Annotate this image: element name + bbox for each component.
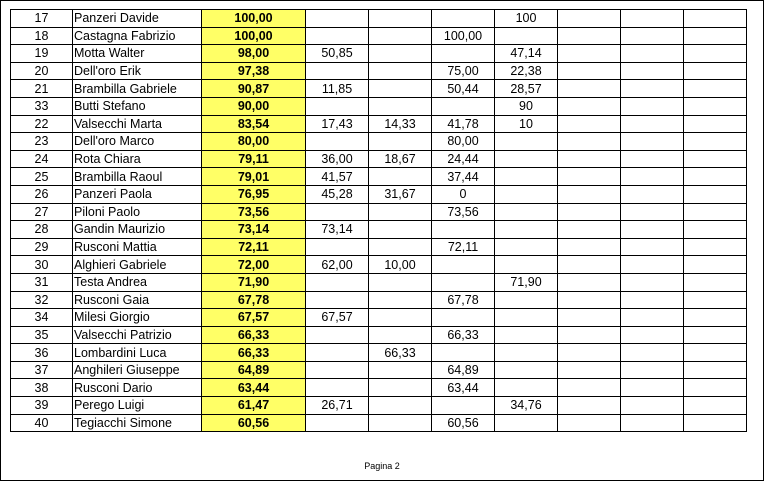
- score-cell-6: [621, 203, 684, 221]
- score-cell-4: 22,38: [495, 62, 558, 80]
- score-cell-1: 36,00: [306, 150, 369, 168]
- total-score-cell: 98,00: [202, 45, 306, 63]
- score-cell-2: [369, 291, 432, 309]
- score-cell-2: [369, 10, 432, 28]
- score-cell-1: [306, 361, 369, 379]
- athlete-name-cell: Dell'oro Erik: [73, 62, 202, 80]
- score-cell-3: 100,00: [432, 27, 495, 45]
- score-cell-1: [306, 62, 369, 80]
- score-cell-1: 73,14: [306, 221, 369, 239]
- score-cell-2: [369, 238, 432, 256]
- score-cell-1: 26,71: [306, 397, 369, 415]
- rank-cell: 18: [11, 27, 73, 45]
- rank-cell: 19: [11, 45, 73, 63]
- score-cell-2: 66,33: [369, 344, 432, 362]
- score-cell-1: [306, 414, 369, 432]
- table-row: [11, 361, 747, 379]
- table-row: [11, 10, 747, 28]
- score-cell-6: [621, 115, 684, 133]
- score-cell-7: [684, 291, 747, 309]
- rank-cell: 25: [11, 168, 73, 186]
- rank-cell: 34: [11, 309, 73, 327]
- rank-cell: 38: [11, 379, 73, 397]
- score-cell-5: [558, 379, 621, 397]
- score-cell-1: [306, 344, 369, 362]
- score-cell-4: [495, 133, 558, 151]
- score-cell-5: [558, 203, 621, 221]
- score-cell-6: [621, 10, 684, 28]
- score-cell-5: [558, 414, 621, 432]
- total-score-cell: 72,11: [202, 238, 306, 256]
- score-cell-4: [495, 185, 558, 203]
- table-row: [11, 221, 747, 239]
- rank-cell: 17: [11, 10, 73, 28]
- table-row: [11, 326, 747, 344]
- score-cell-7: [684, 45, 747, 63]
- results-table: [10, 9, 747, 432]
- score-cell-5: [558, 150, 621, 168]
- score-cell-4: [495, 150, 558, 168]
- score-cell-3: [432, 397, 495, 415]
- score-cell-6: [621, 168, 684, 186]
- athlete-name-cell: Rusconi Gaia: [73, 291, 202, 309]
- score-cell-5: [558, 238, 621, 256]
- score-cell-4: 28,57: [495, 80, 558, 98]
- score-cell-2: [369, 27, 432, 45]
- score-cell-3: [432, 256, 495, 274]
- score-cell-3: 60,56: [432, 414, 495, 432]
- score-cell-4: 100: [495, 10, 558, 28]
- score-cell-1: [306, 238, 369, 256]
- score-cell-3: [432, 221, 495, 239]
- total-score-cell: 72,00: [202, 256, 306, 274]
- score-cell-1: [306, 10, 369, 28]
- score-cell-6: [621, 361, 684, 379]
- score-cell-5: [558, 45, 621, 63]
- table-row: [11, 273, 747, 291]
- score-cell-3: 50,44: [432, 80, 495, 98]
- score-cell-6: [621, 238, 684, 256]
- table-row: [11, 80, 747, 98]
- score-cell-3: 66,33: [432, 326, 495, 344]
- score-cell-5: [558, 185, 621, 203]
- score-cell-6: [621, 414, 684, 432]
- score-cell-1: 67,57: [306, 309, 369, 327]
- score-cell-4: 71,90: [495, 273, 558, 291]
- score-cell-7: [684, 344, 747, 362]
- rank-cell: 21: [11, 80, 73, 98]
- athlete-name-cell: Alghieri Gabriele: [73, 256, 202, 274]
- score-cell-2: 18,67: [369, 150, 432, 168]
- score-cell-6: [621, 326, 684, 344]
- table-row: [11, 150, 747, 168]
- total-score-cell: 76,95: [202, 185, 306, 203]
- score-cell-1: [306, 203, 369, 221]
- score-cell-6: [621, 344, 684, 362]
- score-cell-1: 11,85: [306, 80, 369, 98]
- score-cell-6: [621, 256, 684, 274]
- score-cell-5: [558, 97, 621, 115]
- score-cell-2: [369, 133, 432, 151]
- total-score-cell: 100,00: [202, 27, 306, 45]
- score-cell-3: [432, 45, 495, 63]
- score-cell-4: [495, 344, 558, 362]
- score-cell-2: [369, 379, 432, 397]
- score-cell-4: [495, 256, 558, 274]
- score-cell-7: [684, 97, 747, 115]
- table-row: [11, 397, 747, 415]
- rank-cell: 27: [11, 203, 73, 221]
- score-cell-5: [558, 309, 621, 327]
- total-score-cell: 97,38: [202, 62, 306, 80]
- table-row: [11, 45, 747, 63]
- score-cell-4: [495, 361, 558, 379]
- athlete-name-cell: Lombardini Luca: [73, 344, 202, 362]
- score-cell-6: [621, 27, 684, 45]
- score-cell-2: [369, 221, 432, 239]
- score-cell-6: [621, 80, 684, 98]
- score-cell-2: [369, 168, 432, 186]
- score-cell-4: 90: [495, 97, 558, 115]
- athlete-name-cell: Dell'oro Marco: [73, 133, 202, 151]
- score-cell-1: 17,43: [306, 115, 369, 133]
- score-cell-6: [621, 273, 684, 291]
- score-cell-7: [684, 238, 747, 256]
- athlete-name-cell: Butti Stefano: [73, 97, 202, 115]
- athlete-name-cell: Brambilla Raoul: [73, 168, 202, 186]
- score-cell-6: [621, 185, 684, 203]
- score-cell-5: [558, 62, 621, 80]
- score-cell-5: [558, 221, 621, 239]
- score-cell-6: [621, 379, 684, 397]
- score-cell-2: [369, 97, 432, 115]
- score-cell-7: [684, 62, 747, 80]
- table-row: [11, 185, 747, 203]
- score-cell-2: 10,00: [369, 256, 432, 274]
- total-score-cell: 61,47: [202, 397, 306, 415]
- table-row: [11, 115, 747, 133]
- score-cell-7: [684, 273, 747, 291]
- total-score-cell: 80,00: [202, 133, 306, 151]
- score-cell-3: 37,44: [432, 168, 495, 186]
- rank-cell: 39: [11, 397, 73, 415]
- table-row: [11, 309, 747, 327]
- rank-cell: 24: [11, 150, 73, 168]
- score-cell-6: [621, 221, 684, 239]
- score-cell-4: 34,76: [495, 397, 558, 415]
- total-score-cell: 71,90: [202, 273, 306, 291]
- score-cell-7: [684, 203, 747, 221]
- score-cell-5: [558, 344, 621, 362]
- score-cell-3: 0: [432, 185, 495, 203]
- score-cell-5: [558, 168, 621, 186]
- score-cell-5: [558, 326, 621, 344]
- score-cell-3: [432, 344, 495, 362]
- score-cell-7: [684, 309, 747, 327]
- rank-cell: 36: [11, 344, 73, 362]
- score-cell-3: 73,56: [432, 203, 495, 221]
- table-row: [11, 238, 747, 256]
- rank-cell: 35: [11, 326, 73, 344]
- score-cell-2: [369, 309, 432, 327]
- athlete-name-cell: Perego Luigi: [73, 397, 202, 415]
- table-row: [11, 133, 747, 151]
- athlete-name-cell: Tegiacchi Simone: [73, 414, 202, 432]
- score-cell-7: [684, 150, 747, 168]
- score-cell-7: [684, 27, 747, 45]
- score-cell-5: [558, 361, 621, 379]
- rank-cell: 33: [11, 97, 73, 115]
- total-score-cell: 60,56: [202, 414, 306, 432]
- athlete-name-cell: Gandin Maurizio: [73, 221, 202, 239]
- table-row: [11, 27, 747, 45]
- score-cell-7: [684, 168, 747, 186]
- score-cell-7: [684, 133, 747, 151]
- rank-cell: 28: [11, 221, 73, 239]
- score-cell-2: [369, 414, 432, 432]
- athlete-name-cell: Anghileri Giuseppe: [73, 361, 202, 379]
- score-cell-7: [684, 414, 747, 432]
- rank-cell: 22: [11, 115, 73, 133]
- score-cell-5: [558, 273, 621, 291]
- score-cell-7: [684, 397, 747, 415]
- score-cell-7: [684, 80, 747, 98]
- athlete-name-cell: Panzeri Paola: [73, 185, 202, 203]
- score-cell-7: [684, 256, 747, 274]
- score-cell-3: 67,78: [432, 291, 495, 309]
- rank-cell: 37: [11, 361, 73, 379]
- score-cell-6: [621, 150, 684, 168]
- rank-cell: 30: [11, 256, 73, 274]
- total-score-cell: 67,78: [202, 291, 306, 309]
- table-row: [11, 344, 747, 362]
- athlete-name-cell: Rusconi Dario: [73, 379, 202, 397]
- score-cell-3: 63,44: [432, 379, 495, 397]
- score-cell-2: [369, 326, 432, 344]
- score-cell-1: [306, 326, 369, 344]
- score-cell-7: [684, 326, 747, 344]
- total-score-cell: 79,11: [202, 150, 306, 168]
- score-cell-1: [306, 27, 369, 45]
- table-row: [11, 291, 747, 309]
- score-cell-5: [558, 397, 621, 415]
- athlete-name-cell: Motta Walter: [73, 45, 202, 63]
- table-row: [11, 379, 747, 397]
- score-cell-1: [306, 379, 369, 397]
- score-cell-4: [495, 326, 558, 344]
- total-score-cell: 66,33: [202, 326, 306, 344]
- score-cell-3: 75,00: [432, 62, 495, 80]
- score-cell-7: [684, 221, 747, 239]
- score-cell-5: [558, 27, 621, 45]
- score-cell-4: 47,14: [495, 45, 558, 63]
- score-cell-4: [495, 27, 558, 45]
- score-cell-5: [558, 115, 621, 133]
- score-cell-4: [495, 309, 558, 327]
- score-cell-1: [306, 273, 369, 291]
- rank-cell: 23: [11, 133, 73, 151]
- athlete-name-cell: Piloni Paolo: [73, 203, 202, 221]
- score-cell-6: [621, 309, 684, 327]
- score-cell-6: [621, 291, 684, 309]
- table-row: [11, 203, 747, 221]
- score-cell-2: [369, 45, 432, 63]
- score-cell-1: [306, 133, 369, 151]
- results-table-body: [11, 10, 747, 432]
- score-cell-1: 50,85: [306, 45, 369, 63]
- athlete-name-cell: Brambilla Gabriele: [73, 80, 202, 98]
- score-cell-7: [684, 10, 747, 28]
- athlete-name-cell: Rusconi Mattia: [73, 238, 202, 256]
- table-row: [11, 62, 747, 80]
- score-cell-6: [621, 133, 684, 151]
- table-row: [11, 168, 747, 186]
- score-cell-4: [495, 414, 558, 432]
- score-cell-3: [432, 10, 495, 28]
- athlete-name-cell: Castagna Fabrizio: [73, 27, 202, 45]
- score-cell-3: 41,78: [432, 115, 495, 133]
- score-cell-1: 41,57: [306, 168, 369, 186]
- total-score-cell: 64,89: [202, 361, 306, 379]
- score-cell-5: [558, 291, 621, 309]
- score-cell-4: [495, 238, 558, 256]
- total-score-cell: 100,00: [202, 10, 306, 28]
- total-score-cell: 79,01: [202, 168, 306, 186]
- score-cell-2: [369, 273, 432, 291]
- score-cell-3: [432, 309, 495, 327]
- athlete-name-cell: Testa Andrea: [73, 273, 202, 291]
- score-cell-4: [495, 168, 558, 186]
- total-score-cell: 63,44: [202, 379, 306, 397]
- score-cell-7: [684, 379, 747, 397]
- table-row: [11, 414, 747, 432]
- athlete-name-cell: Milesi Giorgio: [73, 309, 202, 327]
- score-cell-6: [621, 45, 684, 63]
- score-cell-7: [684, 361, 747, 379]
- score-cell-2: [369, 80, 432, 98]
- score-cell-1: [306, 97, 369, 115]
- total-score-cell: 73,14: [202, 221, 306, 239]
- score-cell-2: [369, 62, 432, 80]
- score-cell-2: [369, 397, 432, 415]
- table-row: [11, 97, 747, 115]
- rank-cell: 29: [11, 238, 73, 256]
- score-cell-2: [369, 203, 432, 221]
- total-score-cell: 67,57: [202, 309, 306, 327]
- athlete-name-cell: Rota Chiara: [73, 150, 202, 168]
- score-cell-4: 10: [495, 115, 558, 133]
- score-cell-3: 80,00: [432, 133, 495, 151]
- score-cell-2: 14,33: [369, 115, 432, 133]
- total-score-cell: 90,87: [202, 80, 306, 98]
- score-cell-5: [558, 10, 621, 28]
- score-cell-3: [432, 97, 495, 115]
- rank-cell: 40: [11, 414, 73, 432]
- athlete-name-cell: Valsecchi Patrizio: [73, 326, 202, 344]
- total-score-cell: 73,56: [202, 203, 306, 221]
- athlete-name-cell: Panzeri Davide: [73, 10, 202, 28]
- page-number: Pagina 2: [364, 461, 400, 471]
- score-cell-5: [558, 133, 621, 151]
- total-score-cell: 66,33: [202, 344, 306, 362]
- score-cell-7: [684, 115, 747, 133]
- score-cell-3: [432, 273, 495, 291]
- score-cell-1: [306, 291, 369, 309]
- score-cell-3: 24,44: [432, 150, 495, 168]
- score-cell-2: 31,67: [369, 185, 432, 203]
- table-row: [11, 256, 747, 274]
- score-cell-6: [621, 397, 684, 415]
- score-cell-5: [558, 256, 621, 274]
- score-cell-4: [495, 221, 558, 239]
- score-cell-4: [495, 203, 558, 221]
- score-cell-4: [495, 379, 558, 397]
- score-cell-5: [558, 80, 621, 98]
- total-score-cell: 83,54: [202, 115, 306, 133]
- rank-cell: 20: [11, 62, 73, 80]
- score-cell-6: [621, 97, 684, 115]
- score-cell-4: [495, 291, 558, 309]
- total-score-cell: 90,00: [202, 97, 306, 115]
- score-cell-3: 64,89: [432, 361, 495, 379]
- rank-cell: 32: [11, 291, 73, 309]
- rank-cell: 31: [11, 273, 73, 291]
- score-cell-3: 72,11: [432, 238, 495, 256]
- score-cell-2: [369, 361, 432, 379]
- score-cell-6: [621, 62, 684, 80]
- score-cell-1: 62,00: [306, 256, 369, 274]
- rank-cell: 26: [11, 185, 73, 203]
- score-cell-7: [684, 185, 747, 203]
- athlete-name-cell: Valsecchi Marta: [73, 115, 202, 133]
- score-cell-1: 45,28: [306, 185, 369, 203]
